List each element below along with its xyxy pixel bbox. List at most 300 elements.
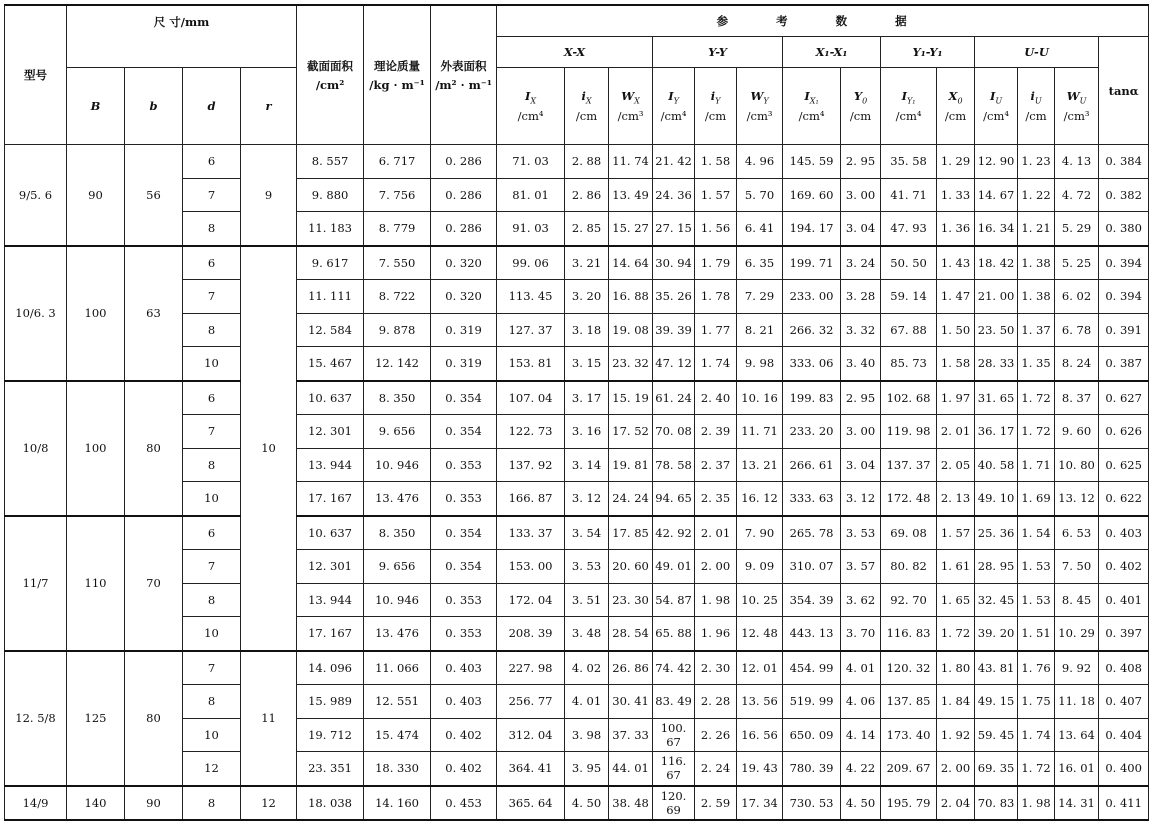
cell-value: 4. 02 [565,651,609,685]
cell-value: 1. 53 [1018,550,1055,584]
cell-value: 172. 48 [881,482,937,516]
cell-value: 17. 85 [609,516,653,550]
cell-value: 1. 72 [1018,415,1055,449]
cell-value: 1. 92 [937,718,975,752]
cell-value: 41. 71 [881,178,937,212]
cell-value: 0. 403 [431,685,497,719]
cell-value: 3. 16 [565,415,609,449]
cell-b: 70 [125,516,183,651]
table-body [5,145,1149,821]
cell-value: 81. 01 [497,178,565,212]
cell-value: 7. 29 [737,280,783,314]
cell-value: 15. 27 [609,212,653,246]
cell-value: 16. 12 [737,482,783,516]
column-unit: /cm⁴ [798,109,825,124]
cell-value: 1. 22 [1018,178,1055,212]
cell-value: 1. 84 [937,685,975,719]
cell-value: 17. 167 [297,482,364,516]
cell-value: 49. 10 [975,482,1018,516]
cell-value: 0. 403 [431,651,497,685]
cell-value: 0. 319 [431,313,497,347]
cell-value: 21. 42 [653,145,695,179]
cell-value: 39. 20 [975,617,1018,651]
cell-B: 140 [67,786,125,821]
cell-value: 0. 354 [431,381,497,415]
cell-value: 209. 67 [881,752,937,786]
cell-value: 0. 354 [431,516,497,550]
cell-value: 14. 64 [609,246,653,280]
cell-value: 19. 81 [609,448,653,482]
cell-value: 13. 944 [297,583,364,617]
cell-value: 4. 14 [841,718,881,752]
cell-value: 519. 99 [783,685,841,719]
cell-value: 1. 74 [1018,718,1055,752]
cell-value: 67. 88 [881,313,937,347]
symbol-header-row [5,68,1149,145]
cell-value: 12. 301 [297,550,364,584]
cell-value: 8. 24 [1055,347,1099,381]
cell-value: 1. 35 [1018,347,1055,381]
cell-value: 47. 12 [653,347,695,381]
cell-value: 12. 142 [364,347,431,381]
column-header [975,68,1018,145]
column-symbol: X [948,88,958,103]
cell-value: 28. 33 [975,347,1018,381]
cell-value: 6. 41 [737,212,783,246]
cell-value: 1. 72 [937,617,975,651]
cell-d: 8 [183,448,241,482]
header-dim-b: b [125,68,183,145]
cell-value: 2. 95 [841,145,881,179]
cell-value: 69. 08 [881,516,937,550]
cell-value: 49. 15 [975,685,1018,719]
cell-value: 166. 87 [497,482,565,516]
cell-value: 12. 301 [297,415,364,449]
cell-value: 3. 98 [565,718,609,752]
cell-value: 18. 330 [364,752,431,786]
table-row [5,516,1149,550]
cell-value: 2. 01 [937,415,975,449]
cell-value: 4. 72 [1055,178,1099,212]
cell-value: 3. 54 [565,516,609,550]
cell-value: 9. 617 [297,246,364,280]
cell-value: 0. 397 [1099,617,1149,651]
cell-value: 364. 41 [497,752,565,786]
cell-d: 10 [183,617,241,651]
cell-r: 12 [241,786,297,821]
cell-value: 15. 19 [609,381,653,415]
cell-value: 13. 12 [1055,482,1099,516]
cell-b: 80 [125,651,183,786]
cell-value: 28. 54 [609,617,653,651]
column-header [737,68,783,145]
cell-value: 1. 37 [1018,313,1055,347]
column-unit: /cm³ [1063,109,1090,124]
cell-value: 74. 42 [653,651,695,685]
cell-value: 12. 90 [975,145,1018,179]
table-row [5,145,1149,179]
cell-value: 14. 31 [1055,786,1099,821]
cell-value: 0. 353 [431,583,497,617]
column-header [1018,68,1055,145]
axis-header: X₁-X₁ [783,37,881,68]
header-size-group: 尺 寸/mm [67,5,297,68]
cell-value: 4. 01 [565,685,609,719]
cell-value: 2. 26 [695,718,737,752]
cell-value: 1. 71 [1018,448,1055,482]
cell-value: 3. 53 [565,550,609,584]
cell-value: 1. 78 [695,280,737,314]
cell-value: 119. 98 [881,415,937,449]
cell-value: 1. 96 [695,617,737,651]
table-header [5,5,1149,145]
cell-B: 100 [67,246,125,381]
cell-value: 0. 407 [1099,685,1149,719]
cell-value: 1. 76 [1018,651,1055,685]
cell-value: 30. 94 [653,246,695,280]
cell-value: 0. 401 [1099,583,1149,617]
cell-value: 61. 24 [653,381,695,415]
column-header [881,68,937,145]
cell-value: 0. 380 [1099,212,1149,246]
cell-value: 59. 14 [881,280,937,314]
cell-value: 15. 467 [297,347,364,381]
cell-value: 4. 01 [841,651,881,685]
cell-value: 137. 37 [881,448,937,482]
cell-value: 10. 637 [297,381,364,415]
cell-value: 1. 50 [937,313,975,347]
cell-value: 122. 73 [497,415,565,449]
column-header [609,68,653,145]
cell-value: 70. 08 [653,415,695,449]
cell-value: 0. 394 [1099,246,1149,280]
table-row [5,381,1149,415]
column-subscript: 0 [957,96,963,106]
column-subscript: U [995,96,1003,106]
cell-value: 3. 18 [565,313,609,347]
cell-value: 91. 03 [497,212,565,246]
column-unit: /cm [575,109,598,124]
cell-value: 13. 476 [364,482,431,516]
cell-value: 443. 13 [783,617,841,651]
column-symbol: I [989,88,996,103]
cell-value: 1. 79 [695,246,737,280]
column-subscript: X [634,96,640,106]
cell-value: 3. 12 [565,482,609,516]
column-subscript: X [585,96,592,106]
cell-value: 10. 637 [297,516,364,550]
cell-value: 9. 09 [737,550,783,584]
cell-d: 7 [183,651,241,685]
cell-value: 5. 29 [1055,212,1099,246]
cell-value: 14. 67 [975,178,1018,212]
cell-value: 2. 88 [565,145,609,179]
cell-d: 7 [183,415,241,449]
column-symbol: I [668,88,674,103]
cell-value: 265. 78 [783,516,841,550]
cell-value: 3. 00 [841,178,881,212]
cell-value: 120. 32 [881,651,937,685]
cell-b: 90 [125,786,183,821]
cell-value: 0. 384 [1099,145,1149,179]
cell-value: 17. 167 [297,617,364,651]
cell-value: 3. 53 [841,516,881,550]
cell-value: 102. 68 [881,381,937,415]
cell-value: 8. 557 [297,145,364,179]
cell-b: 56 [125,145,183,246]
cell-value: 2. 35 [695,482,737,516]
cell-value: 3. 00 [841,415,881,449]
cell-value: 2. 30 [695,651,737,685]
cell-value: 145. 59 [783,145,841,179]
cell-b: 63 [125,246,183,381]
cell-value: 8. 350 [364,381,431,415]
column-symbol: I [804,88,810,103]
cell-value: 2. 00 [937,752,975,786]
cell-value: 6. 53 [1055,516,1099,550]
cell-value: 3. 04 [841,448,881,482]
cell-value: 3. 95 [565,752,609,786]
cell-value: 83. 49 [653,685,695,719]
cell-value: 1. 43 [937,246,975,280]
cell-value: 4. 96 [737,145,783,179]
cell-value: 42. 92 [653,516,695,550]
cell-value: 28. 95 [975,550,1018,584]
cell-value: 3. 70 [841,617,881,651]
cell-value: 65. 88 [653,617,695,651]
cell-value: 3. 04 [841,212,881,246]
cell-value: 2. 37 [695,448,737,482]
cell-value: 27. 15 [653,212,695,246]
cell-value: 40. 58 [975,448,1018,482]
header-surface [431,5,497,145]
cell-value: 13. 49 [609,178,653,212]
cell-value: 15. 989 [297,685,364,719]
cell-value: 10. 946 [364,583,431,617]
cell-value: 17. 34 [737,786,783,821]
cell-value: 13. 21 [737,448,783,482]
column-subscript: Y [673,96,679,106]
cell-value: 137. 85 [881,685,937,719]
column-symbol: W [1066,88,1080,103]
cell-value: 6. 78 [1055,313,1099,347]
cell-value: 19. 43 [737,752,783,786]
header-surface-unit: /m² · m⁻¹ [435,78,492,92]
cell-value: 16. 01 [1055,752,1099,786]
cell-value: 195. 79 [881,786,937,821]
cell-value: 0. 353 [431,448,497,482]
cell-value: 9. 878 [364,313,431,347]
header-surface-label: 外表面积 [440,59,487,73]
cell-value: 2. 95 [841,381,881,415]
cell-value: 21. 00 [975,280,1018,314]
cell-value: 2. 85 [565,212,609,246]
cell-value: 16. 88 [609,280,653,314]
steel-angle-table [4,4,1149,821]
cell-value: 44. 01 [609,752,653,786]
cell-value: 1. 77 [695,313,737,347]
column-subscript: Y [763,96,769,106]
cell-value: 3. 28 [841,280,881,314]
cell-value: 8. 779 [364,212,431,246]
column-header [937,68,975,145]
cell-value: 0. 626 [1099,415,1149,449]
cell-value: 1. 53 [1018,583,1055,617]
cell-value: 1. 98 [1018,786,1055,821]
cell-model: 14/9 [5,786,67,821]
cell-value: 13. 64 [1055,718,1099,752]
cell-value: 1. 33 [937,178,975,212]
cell-d: 7 [183,178,241,212]
cell-value: 227. 98 [497,651,565,685]
cell-value: 780. 39 [783,752,841,786]
cell-value: 6. 02 [1055,280,1099,314]
cell-value: 2. 86 [565,178,609,212]
cell-value: 54. 87 [653,583,695,617]
cell-model: 10/6. 3 [5,246,67,381]
cell-value: 14. 160 [364,786,431,821]
cell-value: 107. 04 [497,381,565,415]
cell-value: 116. 83 [881,617,937,651]
column-symbol: I [525,88,531,103]
cell-d: 10 [183,347,241,381]
cell-value: 7. 50 [1055,550,1099,584]
cell-model: 11/7 [5,516,67,651]
cell-value: 2. 59 [695,786,737,821]
column-unit: /cm [944,109,967,124]
column-unit: /cm³ [617,109,644,124]
cell-value: 12. 48 [737,617,783,651]
cell-value: 10. 946 [364,448,431,482]
cell-B: 90 [67,145,125,246]
cell-value: 23. 32 [609,347,653,381]
column-symbol: i [1030,88,1035,103]
cell-value: 2. 13 [937,482,975,516]
cell-value: 2. 04 [937,786,975,821]
cell-value: 172. 04 [497,583,565,617]
cell-value: 1. 21 [1018,212,1055,246]
cell-value: 0. 286 [431,178,497,212]
cell-value: 94. 65 [653,482,695,516]
column-unit: /cm⁴ [895,109,922,124]
cell-value: 12. 01 [737,651,783,685]
cell-value: 0. 411 [1099,786,1149,821]
cell-value: 2. 40 [695,381,737,415]
cell-value: 0. 453 [431,786,497,821]
column-subscript: Y₁ [906,96,916,106]
cell-model: 12. 5/8 [5,651,67,786]
cell-value: 19. 712 [297,718,364,752]
column-header [1055,68,1099,145]
column-subscript: U [1079,96,1087,106]
cell-value: 153. 81 [497,347,565,381]
cell-value: 11. 111 [297,280,364,314]
header-tan: tanα [1099,37,1149,145]
column-symbol: Y [853,88,863,103]
cell-value: 23. 50 [975,313,1018,347]
cell-value: 4. 13 [1055,145,1099,179]
column-symbol: W [621,88,635,103]
cell-value: 0. 394 [1099,280,1149,314]
cell-value: 80. 82 [881,550,937,584]
cell-value: 730. 53 [783,786,841,821]
cell-d: 6 [183,516,241,550]
column-header [565,68,609,145]
cell-value: 31. 65 [975,381,1018,415]
cell-value: 1. 97 [937,381,975,415]
cell-value: 17. 52 [609,415,653,449]
cell-d: 7 [183,550,241,584]
column-subscript: Y [715,96,721,106]
cell-r: 10 [241,246,297,651]
cell-value: 7. 550 [364,246,431,280]
cell-value: 0. 319 [431,347,497,381]
header-mass-label: 理论质量 [374,59,421,73]
cell-value: 0. 403 [1099,516,1149,550]
cell-value: 0. 402 [1099,550,1149,584]
cell-model: 9/5. 6 [5,145,67,246]
cell-value: 25. 36 [975,516,1018,550]
column-subscript: X [530,96,537,106]
cell-d: 8 [183,786,241,821]
cell-value: 9. 92 [1055,651,1099,685]
cell-value: 266. 61 [783,448,841,482]
cell-d: 10 [183,482,241,516]
cell-value: 43. 81 [975,651,1018,685]
axis-header: X-X [497,37,653,68]
cell-value: 11. 74 [609,145,653,179]
cell-value: 454. 99 [783,651,841,685]
cell-value: 47. 93 [881,212,937,246]
column-symbol: i [710,88,716,103]
cell-value: 354. 39 [783,583,841,617]
cell-value: 1. 38 [1018,280,1055,314]
cell-d: 7 [183,280,241,314]
cell-value: 11. 066 [364,651,431,685]
cell-value: 3. 24 [841,246,881,280]
cell-value: 9. 880 [297,178,364,212]
cell-value: 12. 584 [297,313,364,347]
cell-value: 2. 39 [695,415,737,449]
cell-value: 59. 45 [975,718,1018,752]
cell-value: 4. 50 [565,786,609,821]
cell-value: 3. 14 [565,448,609,482]
column-header [497,68,565,145]
cell-value: 5. 70 [737,178,783,212]
cell-value: 127. 37 [497,313,565,347]
cell-value: 333. 06 [783,347,841,381]
cell-b: 80 [125,381,183,516]
cell-value: 9. 656 [364,415,431,449]
cell-value: 0. 353 [431,482,497,516]
cell-value: 13. 476 [364,617,431,651]
cell-value: 194. 17 [783,212,841,246]
header-model: 型号 [5,5,67,145]
cell-B: 110 [67,516,125,651]
cell-value: 11. 71 [737,415,783,449]
cell-value: 50. 50 [881,246,937,280]
cell-d: 8 [183,212,241,246]
cell-value: 233. 20 [783,415,841,449]
cell-value: 1. 51 [1018,617,1055,651]
cell-value: 20. 60 [609,550,653,584]
cell-value: 0. 402 [431,718,497,752]
cell-value: 13. 56 [737,685,783,719]
cell-value: 26. 86 [609,651,653,685]
cell-value: 99. 06 [497,246,565,280]
header-mass-unit: /kg · m⁻¹ [369,78,425,92]
table-row [5,786,1149,821]
